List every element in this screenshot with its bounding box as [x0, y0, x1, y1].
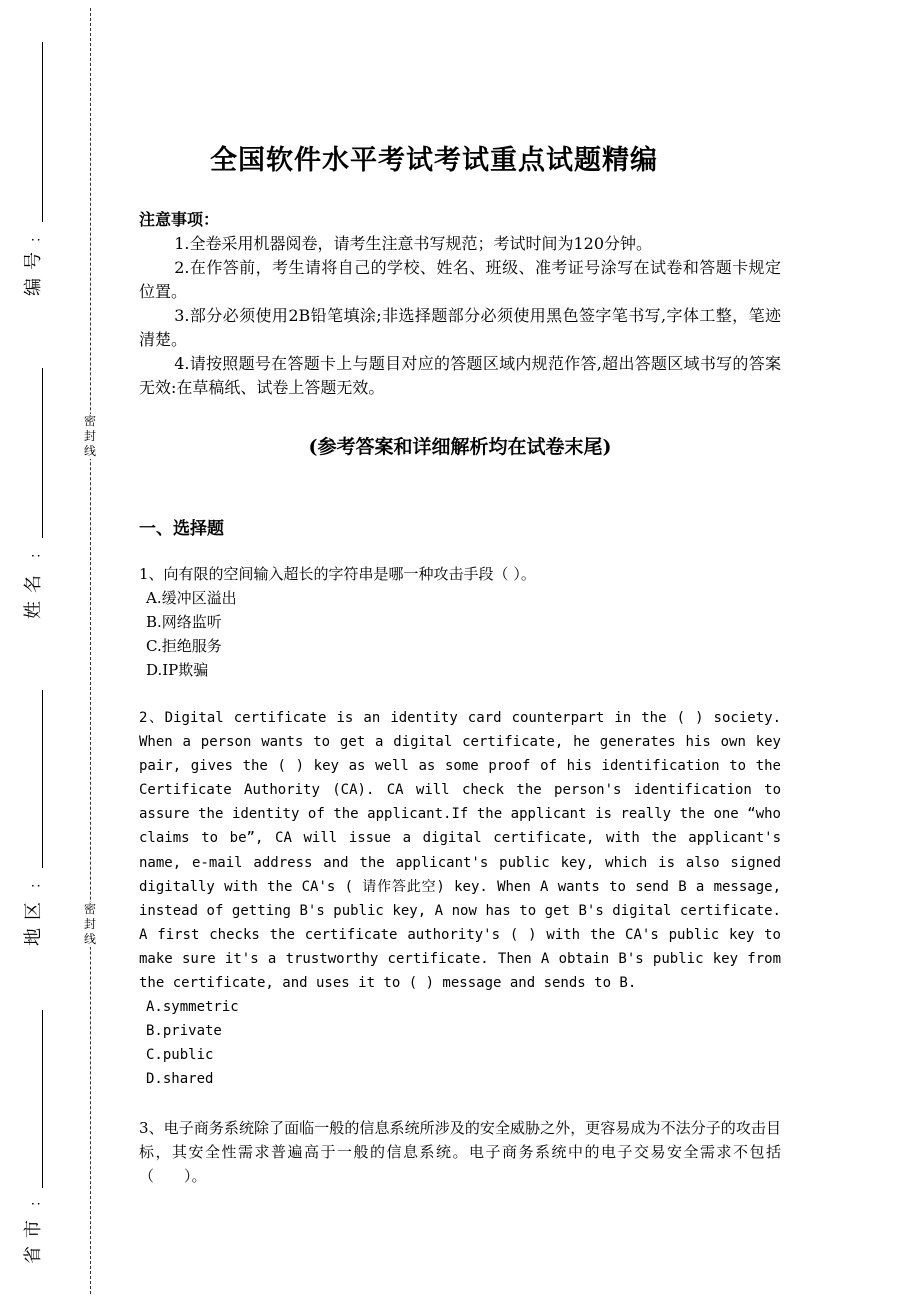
name-label: 姓名 [23, 567, 44, 619]
seal-text: 密 封 线 [83, 902, 96, 946]
binding-dashed-line [90, 8, 91, 1294]
question-2 [139, 706, 781, 1092]
question-stem: 3、电子商务系统除了面临一般的信息系统所涉及的安全威胁之外，更容易成为不法分子的攻击目标，其安全性需求普遍高于一般的信息系统。电子商务系统中的电子交易安全需求不包括（ ）。 [139, 1119, 781, 1186]
name-field-line[interactable] [42, 368, 43, 538]
section-title: 一、选择题 [139, 519, 224, 539]
number-colon: ： [28, 229, 44, 243]
reference-note: (参考答案和详细解析均在试卷末尾) [308, 436, 612, 458]
notice-item: 3.部分必须使用2B铅笔填涂;非选择题部分必须使用黑色签字笔书写,字体工整，笔迹清楚。 [139, 306, 781, 349]
notice-item: 2.在作答前，考生请将自己的学校、姓名、班级、准考证号涂写在试卷和答题卡规定位置。 [139, 258, 781, 301]
question-option: D.shared [146, 1071, 214, 1088]
question-stem: 1、向有限的空间输入超长的字符串是哪一种攻击手段（ ）。 [139, 565, 536, 583]
notice-item: 4.请按照题号在答题卡上与题目对应的答题区域内规范作答,超出答题区域书写的答案无效:在草稿纸、试卷上答题无效。 [139, 354, 781, 397]
question-1 [139, 562, 781, 682]
question-option: B.private [146, 1023, 222, 1040]
question-option: B.网络监听 [146, 613, 222, 632]
region-field-line[interactable] [42, 690, 43, 868]
question-3 [139, 1116, 781, 1188]
region-label: 地区 [23, 894, 44, 946]
number-field-line[interactable] [42, 42, 43, 222]
notice-block [139, 208, 781, 400]
name-colon: ： [28, 545, 44, 559]
number-label: 编号 [23, 244, 44, 296]
province-label: 省市 [23, 1212, 44, 1264]
seal-text: 密 封 线 [83, 414, 96, 458]
question-option: D.IP欺骗 [146, 661, 209, 680]
question-option: A.缓冲区溢出 [146, 589, 237, 608]
question-option: C.拒绝服务 [146, 637, 222, 656]
exam-title: 全国软件水平考试考试重点试题精编 [210, 145, 658, 176]
seal-mark-upper [80, 414, 100, 459]
notice-item: 1.全卷采用机器阅卷，请考生注意书写规范；考试时间为120分钟。 [174, 234, 652, 253]
question-stem: 2、Digital certificate is an identity card counterpart in the ( ) society. When a person wants to get a digital certificate, he generates his own key pair, gives the ( ) key as well as some proof of his identification to the Certificate Authority (CA). CA will check the person's identification to assure the identity of the applicant.If the applicant is really the one “who claims to be”, CA will issue a digital certificate, with the applicant's name, e-mail address and the applicant's public key, which is also signed digitally with the CA's ( 请作答此空) key. When A wants to send B a message, instead of getting B's public key, A now has to get B's digital certificate. A first checks the certificate authority's ( ) with the CA's public key to make sure it's a trustworthy certificate. Then A obtain B's public key from the certificate, and uses it to ( ) message and sends to B. [139, 710, 781, 992]
question-option: C.public [146, 1047, 214, 1064]
notice-heading: 注意事项： [139, 210, 220, 229]
region-colon: ： [28, 875, 44, 889]
seal-mark-lower [80, 902, 100, 947]
question-option: A.symmetric [146, 999, 239, 1016]
province-field-line[interactable] [42, 1010, 43, 1188]
province-colon: ： [28, 1193, 44, 1207]
